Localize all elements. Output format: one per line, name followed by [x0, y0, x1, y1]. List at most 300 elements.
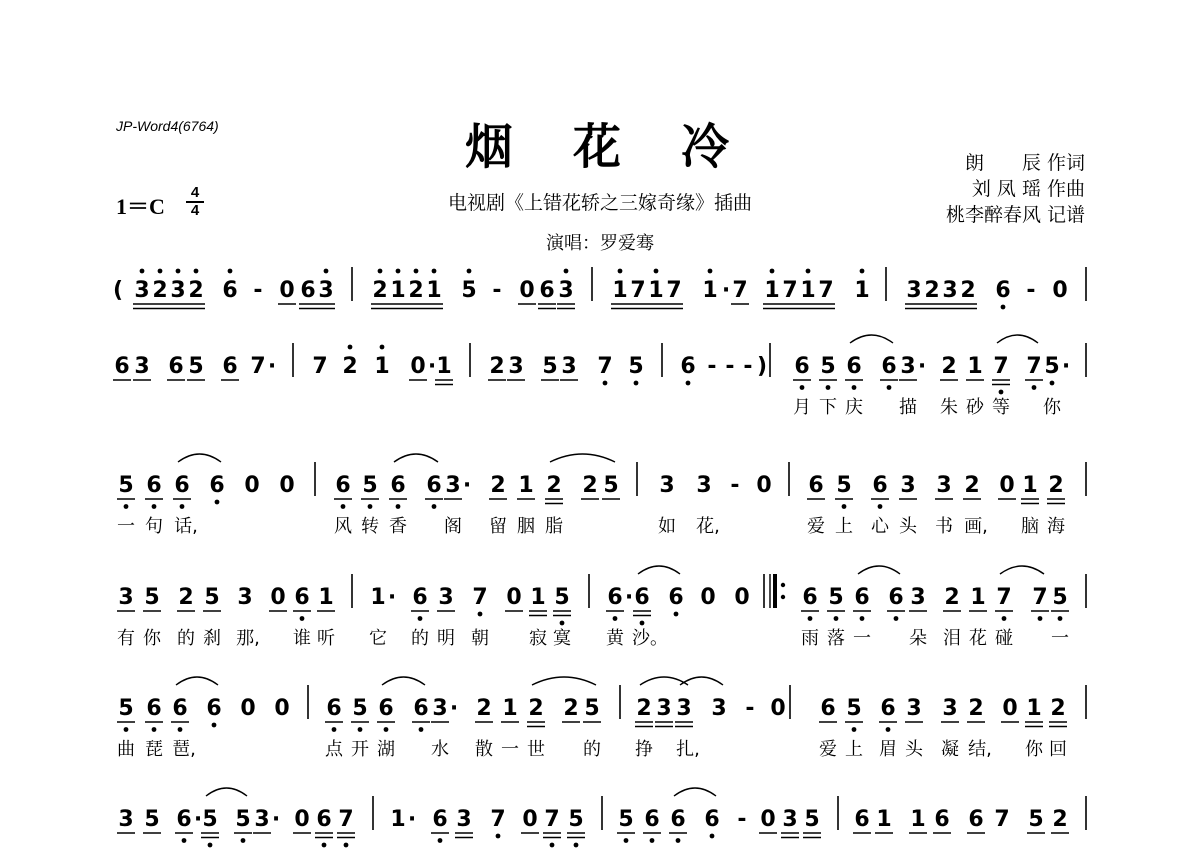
note: 5 [836, 473, 852, 498]
lyric-syllable: 刹 [203, 628, 221, 649]
lyric-syllable: 回 [1049, 739, 1067, 760]
lyric-syllable: 爱 [807, 516, 825, 537]
octave-dot-above [618, 269, 623, 274]
score-system-1 [113, 267, 1086, 309]
note: 6 [114, 354, 130, 379]
note: 6 [316, 807, 332, 832]
note: · [1061, 354, 1071, 379]
note: 1 [970, 585, 986, 610]
transcriber-credit: 桃李醉春风 记谱 [945, 204, 1085, 226]
note: 6 [802, 585, 818, 610]
lyric-syllable: 一 [501, 739, 519, 760]
note: 1 [374, 354, 390, 379]
note: - [730, 473, 740, 498]
note: 5 [618, 807, 634, 832]
note: 0 [756, 473, 772, 498]
key-signature: 1＝C [116, 194, 165, 219]
lyric-syllable: 你 [1043, 397, 1061, 418]
note: 2 [563, 696, 579, 721]
note: · [721, 278, 731, 303]
note: 6 [644, 807, 660, 832]
tie-slur [394, 454, 438, 462]
note: 5 [202, 807, 218, 832]
note: 6 [539, 278, 555, 303]
octave-dot-below [344, 843, 349, 848]
lyric-syllable: 朵 [909, 628, 927, 649]
note: 1 [530, 585, 546, 610]
note: 0 [410, 354, 426, 379]
note: 6 [294, 585, 310, 610]
note: 3 [318, 278, 334, 303]
octave-dot-below [550, 843, 555, 848]
note: 1 [518, 473, 534, 498]
octave-dot-below [650, 838, 655, 843]
octave-dot-below [358, 727, 363, 732]
lyric-syllable: 散 [475, 739, 493, 760]
note: 5 [584, 696, 600, 721]
note: · [407, 807, 417, 832]
note: 6 [680, 354, 696, 379]
note: 6 [326, 696, 342, 721]
octave-dot-below [432, 504, 437, 509]
octave-dot-below [613, 616, 618, 621]
note: · [462, 473, 472, 498]
note: - [492, 278, 502, 303]
lyric-syllable: 你 [1025, 739, 1043, 760]
note: 6 [607, 585, 623, 610]
lyric-syllable: 花 [969, 628, 987, 649]
note: 1 [370, 585, 386, 610]
lyric-syllable: 你 [143, 628, 161, 649]
lyric-syllable: 那, [236, 628, 260, 649]
note: 6 [880, 696, 896, 721]
repeat-dot [781, 595, 785, 599]
note: - [725, 354, 735, 379]
note: 2 [636, 696, 652, 721]
lyric-syllable: 听 [317, 628, 335, 649]
note: 7 [597, 354, 613, 379]
octave-dot-below [180, 504, 185, 509]
note: 2 [546, 473, 562, 498]
note: 7 [338, 807, 354, 832]
octave-dot-below [322, 843, 327, 848]
octave-dot-below [396, 504, 401, 509]
tie-slur [178, 454, 221, 462]
note: 5 [118, 473, 134, 498]
octave-dot-below [640, 621, 645, 626]
note: 6 [335, 473, 351, 498]
note: 5 [846, 696, 862, 721]
octave-dot-above [228, 269, 233, 274]
octave-dot-above [432, 269, 437, 274]
lyric-syllable: 的 [583, 739, 601, 760]
lyric-syllable: 挣 [635, 739, 653, 760]
note: · [427, 354, 437, 379]
note: - [253, 278, 263, 303]
octave-dot-below [1032, 385, 1037, 390]
note: 1 [502, 696, 518, 721]
octave-dot-above [708, 269, 713, 274]
singer-credit: 演唱：罗爱骞 [546, 233, 654, 254]
octave-dot-above [324, 269, 329, 274]
lyric-syllable: 寂 [529, 628, 547, 649]
note: 6 [670, 807, 686, 832]
octave-dot-below [152, 504, 157, 509]
tie-slur [1000, 566, 1044, 574]
octave-dot-above [467, 269, 472, 274]
note: · [387, 585, 397, 610]
octave-dot-below [341, 504, 346, 509]
note: 6 [206, 696, 222, 721]
lyric-syllable: 上 [835, 516, 853, 537]
lyric-syllable: 的 [411, 628, 429, 649]
note: 3 [432, 696, 448, 721]
note: 1 [648, 278, 664, 303]
lyric-syllable: 琶, [172, 739, 196, 760]
lyric-syllable: 朱 [940, 397, 958, 418]
note: 2 [582, 473, 598, 498]
lyric-syllable: 话, [174, 516, 198, 537]
note: 5 [1052, 585, 1068, 610]
note: 3 [237, 585, 253, 610]
note: 5 [235, 807, 251, 832]
lyric-syllable: 有 [117, 628, 135, 649]
note: 6 [704, 807, 720, 832]
note: 6 [146, 696, 162, 721]
note: 6 [995, 278, 1011, 303]
note: 3 [906, 278, 922, 303]
score-system-2 [113, 335, 1086, 418]
note: 0 [700, 585, 716, 610]
note: 6 [412, 585, 428, 610]
note: 7 [996, 585, 1012, 610]
note: 6 [854, 807, 870, 832]
octave-dot-above [140, 269, 145, 274]
note: 5 [804, 807, 820, 832]
octave-dot-above [806, 269, 811, 274]
note: 6 [668, 585, 684, 610]
note: 3 [438, 585, 454, 610]
note: · [624, 585, 634, 610]
note: 6 [432, 807, 448, 832]
note: 6 [176, 807, 192, 832]
note: 3 [936, 473, 952, 498]
note: - [707, 354, 717, 379]
lyric-syllable: 爱 [819, 739, 837, 760]
octave-dot-below [419, 727, 424, 732]
lyric-syllable: 上 [845, 739, 863, 760]
lyric-syllable: 砂 [966, 397, 984, 418]
note: 2 [944, 585, 960, 610]
note: 7 [994, 807, 1010, 832]
tie-slur [532, 677, 596, 685]
score-system-6 [117, 788, 1086, 847]
note: 2 [178, 585, 194, 610]
octave-dot-below [676, 838, 681, 843]
tie-slur [997, 335, 1038, 343]
score-system-4 [117, 566, 1086, 649]
note: 6 [794, 354, 810, 379]
lyric-syllable: 它 [369, 628, 387, 649]
note: 3 [676, 696, 692, 721]
lyric-syllable: 月 [793, 397, 811, 418]
note: 7 [250, 354, 266, 379]
note: 7 [666, 278, 682, 303]
octave-dot-below [418, 616, 423, 621]
note: 0 [270, 585, 286, 610]
note: · [267, 354, 277, 379]
lyricist-credit: 朗 辰 作词 [964, 152, 1085, 174]
lyric-syllable: 阁 [444, 516, 462, 537]
note: 6 [634, 585, 650, 610]
note: 6 [888, 585, 904, 610]
note: 6 [300, 278, 316, 303]
octave-dot-above [380, 345, 385, 350]
note: 3 [445, 473, 461, 498]
octave-dot-below [860, 616, 865, 621]
lyric-syllable: 点 [325, 739, 343, 760]
lyric-syllable: 头 [899, 516, 917, 537]
software-label: JP-Word4(6764) [116, 118, 219, 134]
note: 3 [456, 807, 472, 832]
lyric-syllable: 凝 [941, 739, 959, 760]
note: 3 [696, 473, 712, 498]
score-system-5 [117, 677, 1086, 760]
octave-dot-below [384, 727, 389, 732]
note: 2 [964, 473, 980, 498]
note: - [745, 696, 755, 721]
octave-dot-above [176, 269, 181, 274]
octave-dot-below [808, 616, 813, 621]
note: 0 [274, 696, 290, 721]
time-denominator: 4 [190, 202, 200, 219]
lyric-syllable: 头 [905, 739, 923, 760]
repeat-dot [781, 583, 785, 587]
lyric-syllable: 风 [334, 516, 352, 537]
lyric-syllable: 如 [658, 516, 676, 537]
lyric-syllable: 明 [437, 628, 455, 649]
octave-dot-below [800, 385, 805, 390]
note: 6 [222, 354, 238, 379]
note: 0 [760, 807, 776, 832]
octave-dot-above [654, 269, 659, 274]
note: 5 [568, 807, 584, 832]
note: 5 [820, 354, 836, 379]
tie-slur [550, 454, 615, 462]
note: 2 [924, 278, 940, 303]
repeat-thick-line [773, 574, 777, 608]
note: 6 [168, 354, 184, 379]
octave-dot-below [368, 504, 373, 509]
note: 1 [967, 354, 983, 379]
lyric-syllable: 结, [968, 739, 992, 760]
note: 1 [854, 278, 870, 303]
note: 5 [362, 473, 378, 498]
octave-dot-below [178, 727, 183, 732]
octave-dot-below [574, 843, 579, 848]
lyric-syllable: 雨 [801, 628, 819, 649]
lyric-syllable: 香 [389, 516, 407, 537]
octave-dot-above [396, 269, 401, 274]
note: 3 [900, 354, 916, 379]
note: - [737, 807, 747, 832]
octave-dot-above [158, 269, 163, 274]
lyric-syllable: 泪 [943, 628, 961, 649]
note: 6 [174, 473, 190, 498]
note: 3 [558, 278, 574, 303]
octave-dot-below [1058, 616, 1063, 621]
octave-dot-below [674, 612, 679, 617]
note: 5 [204, 585, 220, 610]
note: 5 [1028, 807, 1044, 832]
note: 0 [279, 278, 295, 303]
note: 3 [711, 696, 727, 721]
lyric-syllable: 脑 [1021, 516, 1039, 537]
note: 0 [294, 807, 310, 832]
lyric-syllable: 句 [145, 516, 163, 537]
note: 0 [1002, 696, 1018, 721]
lyric-syllable: 水 [431, 739, 449, 760]
octave-dot-below [1001, 305, 1006, 310]
octave-dot-below [886, 727, 891, 732]
note: ( [112, 278, 124, 303]
note: 0 [519, 278, 535, 303]
note: 2 [188, 278, 204, 303]
note: 1 [390, 278, 406, 303]
lyric-syllable: 心 [871, 516, 889, 537]
octave-dot-below [241, 838, 246, 843]
octave-dot-below [124, 727, 129, 732]
tie-slur [638, 566, 680, 574]
lyric-syllable: 一 [117, 516, 135, 537]
lyric-syllable: 碰 [995, 628, 1013, 649]
song-subtitle: 电视剧《上错花轿之三嫁奇缘》插曲 [447, 192, 752, 214]
note: 3 [906, 696, 922, 721]
octave-dot-below [478, 612, 483, 617]
note: 1 [1022, 473, 1038, 498]
lyric-syllable: 胭 [517, 516, 535, 537]
lyric-syllable: 庆 [845, 397, 863, 418]
note: 6 [172, 696, 188, 721]
note: 3 [561, 354, 577, 379]
note: 5 [188, 354, 204, 379]
note: 7 [818, 278, 834, 303]
note: 1 [426, 278, 442, 303]
octave-dot-above [378, 269, 383, 274]
note: 3 [134, 354, 150, 379]
note: 6 [209, 473, 225, 498]
note: 6 [808, 473, 824, 498]
note: 2 [1048, 473, 1064, 498]
octave-dot-above [348, 345, 353, 350]
note: 5 [542, 354, 558, 379]
lyric-syllable: 花, [696, 516, 720, 537]
note: 5 [603, 473, 619, 498]
octave-dot-above [564, 269, 569, 274]
octave-dot-below [438, 838, 443, 843]
note: 0 [1052, 278, 1068, 303]
octave-dot-below [1050, 381, 1055, 386]
note: 2 [342, 354, 358, 379]
lyric-syllable: 开 [351, 739, 369, 760]
note: 3 [900, 473, 916, 498]
octave-dot-below [212, 723, 217, 728]
octave-dot-below [894, 616, 899, 621]
note: ) [756, 354, 768, 379]
note: 2 [968, 696, 984, 721]
note: 1 [800, 278, 816, 303]
lyric-syllable: 留 [489, 516, 507, 537]
note: 5 [352, 696, 368, 721]
octave-dot-below [560, 621, 565, 626]
lyric-syllable: 眉 [879, 739, 897, 760]
lyric-syllable: 湖 [377, 739, 395, 760]
note: 0 [999, 473, 1015, 498]
tie-slur [206, 788, 247, 796]
note: 3 [118, 585, 134, 610]
note: 5 [144, 585, 160, 610]
lyric-syllable: 谁 [293, 628, 311, 649]
lyric-syllable: 书 [935, 516, 953, 537]
lyric-syllable: 的 [177, 628, 195, 649]
octave-dot-below [842, 504, 847, 509]
note: 2 [408, 278, 424, 303]
note: 5 [828, 585, 844, 610]
note: 5 [628, 354, 644, 379]
note: 1 [876, 807, 892, 832]
note: 7 [1026, 354, 1042, 379]
note: 3 [656, 696, 672, 721]
time-numerator: 4 [190, 184, 200, 201]
octave-dot-below [603, 381, 608, 386]
lyric-syllable: 转 [361, 516, 379, 537]
note: 2 [941, 354, 957, 379]
note: 2 [372, 278, 388, 303]
tie-slur [850, 335, 893, 343]
tie-slur [858, 566, 900, 574]
note: 0 [244, 473, 260, 498]
tie-slur [382, 677, 425, 685]
note: 6 [881, 354, 897, 379]
note: 7 [993, 354, 1009, 379]
note: 1 [390, 807, 406, 832]
tie-slur [674, 788, 716, 796]
note: 0 [522, 807, 538, 832]
note: 1 [1026, 696, 1042, 721]
note: 3 [942, 278, 958, 303]
lyric-syllable: 一 [1051, 628, 1069, 649]
note: 5 [144, 807, 160, 832]
lyric-syllable: 描 [899, 397, 917, 418]
note: 2 [489, 354, 505, 379]
lyric-syllable: 落 [827, 628, 845, 649]
lyric-syllable: 一 [853, 628, 871, 649]
octave-dot-below [826, 385, 831, 390]
octave-dot-below [710, 834, 715, 839]
note: 7 [782, 278, 798, 303]
note: 3 [254, 807, 270, 832]
lyric-syllable: 等 [992, 397, 1010, 418]
octave-dot-below [887, 385, 892, 390]
octave-dot-above [860, 269, 865, 274]
octave-dot-below [208, 843, 213, 848]
note: 7 [732, 278, 748, 303]
note: 3 [508, 354, 524, 379]
note: 6 [426, 473, 442, 498]
note: 6 [146, 473, 162, 498]
octave-dot-below [834, 616, 839, 621]
lyric-syllable: 脂 [545, 516, 563, 537]
